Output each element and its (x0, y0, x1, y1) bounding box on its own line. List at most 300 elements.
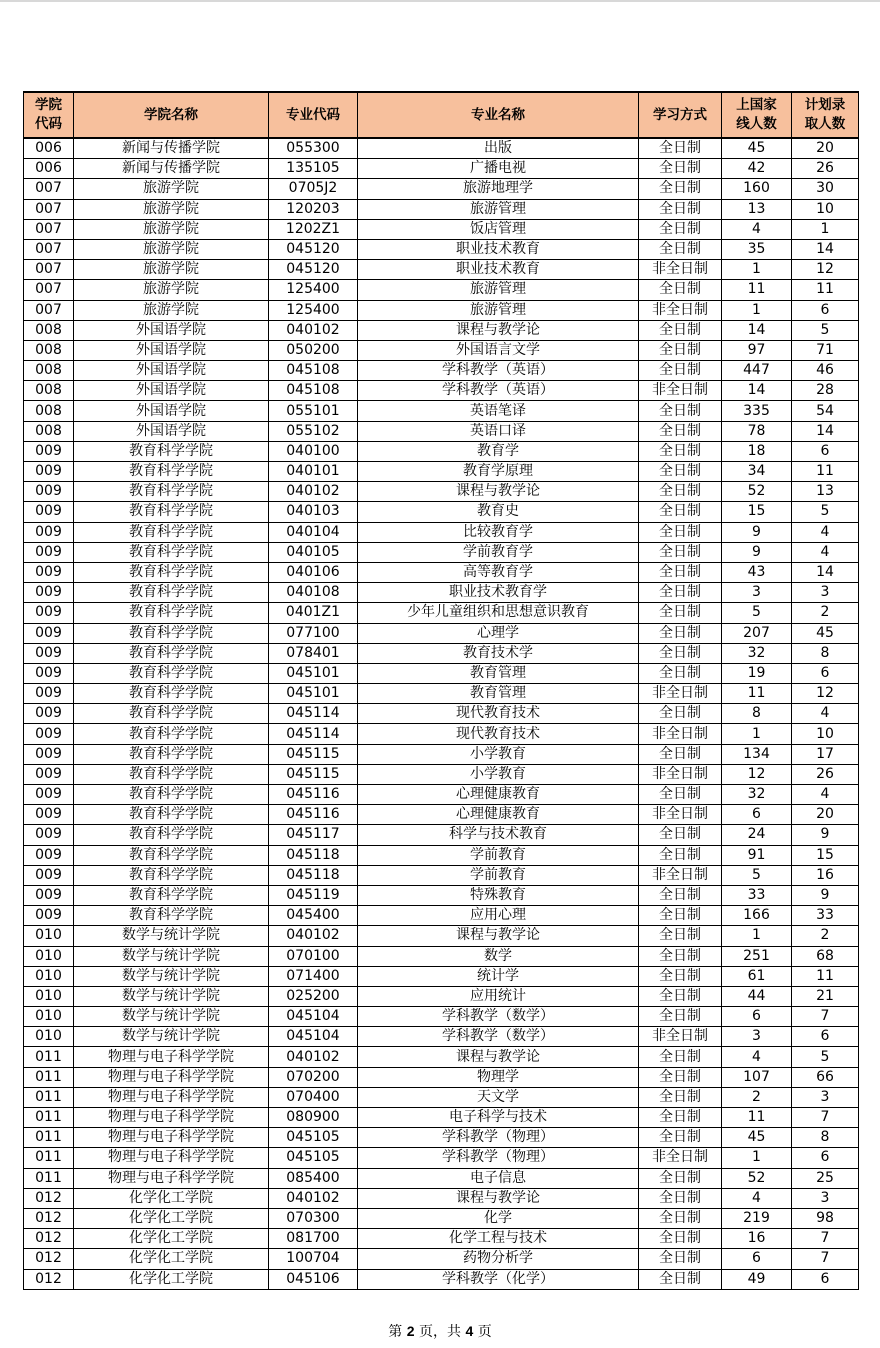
college-name-cell: 物理与电子科学学院 (74, 1047, 269, 1067)
planned-admission-cell: 5 (792, 320, 859, 340)
major-name-cell: 比较教育学 (358, 522, 639, 542)
above-line-count-cell: 44 (722, 986, 792, 1006)
college-name-cell: 教育科学学院 (74, 865, 269, 885)
above-line-count-cell: 6 (722, 805, 792, 825)
above-line-count-cell: 11 (722, 1108, 792, 1128)
major-name-cell: 英语笔译 (358, 401, 639, 421)
study-mode-cell: 非全日制 (639, 684, 722, 704)
study-mode-cell: 全日制 (639, 744, 722, 764)
planned-admission-cell: 10 (792, 724, 859, 744)
study-mode-cell: 全日制 (639, 1229, 722, 1249)
table-row (24, 1208, 859, 1228)
major-code-cell: 077100 (269, 623, 358, 643)
college-name-cell: 化学化工学院 (74, 1249, 269, 1269)
table-row (24, 885, 859, 905)
footer-page-number: 2 (406, 1323, 415, 1339)
study-mode-cell: 全日制 (639, 946, 722, 966)
study-mode-cell: 全日制 (639, 441, 722, 461)
college-name-cell: 物理与电子科学学院 (74, 1108, 269, 1128)
college-name-cell: 旅游学院 (74, 219, 269, 239)
above-line-count-cell: 160 (722, 179, 792, 199)
college-name-cell: 教育科学学院 (74, 764, 269, 784)
above-line-count-cell: 4 (722, 1047, 792, 1067)
above-line-count-cell: 5 (722, 603, 792, 623)
planned-admission-cell: 26 (792, 764, 859, 784)
study-mode-cell: 全日制 (639, 401, 722, 421)
table-row (24, 138, 859, 159)
table-row (24, 340, 859, 360)
above-line-count-cell: 52 (722, 1168, 792, 1188)
major-name-cell: 学科教学（数学） (358, 1027, 639, 1047)
college-code-cell: 007 (24, 219, 74, 239)
college-name-cell: 化学化工学院 (74, 1208, 269, 1228)
above-line-count-cell: 19 (722, 663, 792, 683)
major-code-cell: 040108 (269, 583, 358, 603)
college-code-cell: 007 (24, 260, 74, 280)
header-college-code: 学院代码 (24, 92, 74, 138)
table-row (24, 1229, 859, 1249)
major-name-cell: 电子信息 (358, 1168, 639, 1188)
college-code-cell: 008 (24, 401, 74, 421)
planned-admission-cell: 33 (792, 906, 859, 926)
major-name-cell: 小学教育 (358, 764, 639, 784)
college-code-cell: 012 (24, 1269, 74, 1289)
college-code-cell: 007 (24, 239, 74, 259)
planned-admission-cell: 54 (792, 401, 859, 421)
major-name-cell: 英语口译 (358, 421, 639, 441)
above-line-count-cell: 1 (722, 724, 792, 744)
planned-admission-cell: 12 (792, 684, 859, 704)
college-code-cell: 009 (24, 663, 74, 683)
college-name-cell: 教育科学学院 (74, 785, 269, 805)
college-code-cell: 007 (24, 199, 74, 219)
planned-admission-cell: 21 (792, 986, 859, 1006)
college-name-cell: 旅游学院 (74, 179, 269, 199)
college-code-cell: 010 (24, 1007, 74, 1027)
study-mode-cell: 全日制 (639, 926, 722, 946)
study-mode-cell: 全日制 (639, 885, 722, 905)
header-major-name: 专业名称 (358, 92, 639, 138)
major-code-cell: 0705J2 (269, 179, 358, 199)
college-name-cell: 教育科学学院 (74, 845, 269, 865)
above-line-count-cell: 447 (722, 361, 792, 381)
major-code-cell: 135105 (269, 159, 358, 179)
major-code-cell: 071400 (269, 966, 358, 986)
major-code-cell: 070300 (269, 1208, 358, 1228)
major-name-cell: 饭店管理 (358, 219, 639, 239)
college-name-cell: 数学与统计学院 (74, 1027, 269, 1047)
above-line-count-cell: 15 (722, 502, 792, 522)
major-code-cell: 040100 (269, 441, 358, 461)
above-line-count-cell: 32 (722, 785, 792, 805)
study-mode-cell: 全日制 (639, 966, 722, 986)
major-code-cell: 045115 (269, 764, 358, 784)
study-mode-cell: 全日制 (639, 704, 722, 724)
major-code-cell: 045101 (269, 684, 358, 704)
table-header-row (24, 92, 859, 138)
college-name-cell: 旅游学院 (74, 280, 269, 300)
table-row (24, 643, 859, 663)
major-code-cell: 055101 (269, 401, 358, 421)
above-line-count-cell: 2 (722, 1087, 792, 1107)
above-line-count-cell: 11 (722, 280, 792, 300)
study-mode-cell: 全日制 (639, 562, 722, 582)
college-name-cell: 教育科学学院 (74, 562, 269, 582)
major-name-cell: 少年儿童组织和思想意识教育 (358, 603, 639, 623)
college-code-cell: 011 (24, 1047, 74, 1067)
major-name-cell: 教育管理 (358, 684, 639, 704)
college-name-cell: 数学与统计学院 (74, 946, 269, 966)
college-name-cell: 教育科学学院 (74, 462, 269, 482)
above-line-count-cell: 12 (722, 764, 792, 784)
planned-admission-cell: 14 (792, 562, 859, 582)
study-mode-cell: 全日制 (639, 603, 722, 623)
page-top-edge (0, 0, 880, 2)
major-name-cell: 现代教育技术 (358, 704, 639, 724)
table-row (24, 280, 859, 300)
above-line-count-cell: 11 (722, 684, 792, 704)
major-name-cell: 学前教育 (358, 845, 639, 865)
table-row (24, 744, 859, 764)
above-line-count-cell: 32 (722, 643, 792, 663)
header-college-name: 学院名称 (74, 92, 269, 138)
major-code-cell: 040102 (269, 1188, 358, 1208)
major-name-cell: 学科教学（物理） (358, 1128, 639, 1148)
study-mode-cell: 全日制 (639, 986, 722, 1006)
planned-admission-cell: 26 (792, 159, 859, 179)
study-mode-cell: 全日制 (639, 623, 722, 643)
above-line-count-cell: 42 (722, 159, 792, 179)
table-row (24, 704, 859, 724)
major-code-cell: 045400 (269, 906, 358, 926)
college-code-cell: 009 (24, 684, 74, 704)
college-code-cell: 009 (24, 764, 74, 784)
major-name-cell: 统计学 (358, 966, 639, 986)
table-row (24, 562, 859, 582)
planned-admission-cell: 6 (792, 1148, 859, 1168)
college-code-cell: 008 (24, 340, 74, 360)
table-row (24, 1067, 859, 1087)
planned-admission-cell: 7 (792, 1007, 859, 1027)
college-code-cell: 009 (24, 441, 74, 461)
major-name-cell: 物理学 (358, 1067, 639, 1087)
college-name-cell: 教育科学学院 (74, 623, 269, 643)
above-line-count-cell: 1 (722, 260, 792, 280)
table-row (24, 462, 859, 482)
study-mode-cell: 全日制 (639, 1128, 722, 1148)
planned-admission-cell: 12 (792, 260, 859, 280)
planned-admission-cell: 6 (792, 663, 859, 683)
table-row (24, 583, 859, 603)
table-row (24, 825, 859, 845)
college-code-cell: 009 (24, 885, 74, 905)
college-code-cell: 009 (24, 825, 74, 845)
above-line-count-cell: 35 (722, 239, 792, 259)
college-name-cell: 教育科学学院 (74, 704, 269, 724)
college-name-cell: 外国语学院 (74, 381, 269, 401)
above-line-count-cell: 3 (722, 1027, 792, 1047)
major-code-cell: 045108 (269, 381, 358, 401)
above-line-count-cell: 207 (722, 623, 792, 643)
table-row (24, 845, 859, 865)
college-name-cell: 物理与电子科学学院 (74, 1168, 269, 1188)
footer-prefix: 第 (388, 1324, 407, 1340)
table-row (24, 1249, 859, 1269)
study-mode-cell: 全日制 (639, 906, 722, 926)
planned-admission-cell: 9 (792, 885, 859, 905)
planned-admission-cell: 25 (792, 1168, 859, 1188)
college-name-cell: 教育科学学院 (74, 522, 269, 542)
college-name-cell: 教育科学学院 (74, 885, 269, 905)
college-code-cell: 006 (24, 159, 74, 179)
college-code-cell: 007 (24, 300, 74, 320)
above-line-count-cell: 45 (722, 138, 792, 159)
study-mode-cell: 全日制 (639, 522, 722, 542)
college-code-cell: 010 (24, 1027, 74, 1047)
planned-admission-cell: 3 (792, 1188, 859, 1208)
major-name-cell: 课程与教学论 (358, 482, 639, 502)
above-line-count-cell: 251 (722, 946, 792, 966)
major-name-cell: 出版 (358, 138, 639, 159)
college-code-cell: 009 (24, 462, 74, 482)
planned-admission-cell: 45 (792, 623, 859, 643)
major-name-cell: 教育管理 (358, 663, 639, 683)
major-name-cell: 心理健康教育 (358, 785, 639, 805)
major-name-cell: 天文学 (358, 1087, 639, 1107)
college-code-cell: 009 (24, 542, 74, 562)
planned-admission-cell: 8 (792, 1128, 859, 1148)
above-line-count-cell: 61 (722, 966, 792, 986)
major-code-cell: 045104 (269, 1007, 358, 1027)
college-name-cell: 化学化工学院 (74, 1188, 269, 1208)
major-name-cell: 高等教育学 (358, 562, 639, 582)
college-code-cell: 010 (24, 946, 74, 966)
major-name-cell: 学科教学（化学） (358, 1269, 639, 1289)
major-code-cell: 040101 (269, 462, 358, 482)
college-code-cell: 012 (24, 1208, 74, 1228)
college-code-cell: 012 (24, 1249, 74, 1269)
college-code-cell: 006 (24, 138, 74, 159)
admissions-table (23, 91, 859, 1290)
college-code-cell: 011 (24, 1128, 74, 1148)
table-row (24, 785, 859, 805)
planned-admission-cell: 5 (792, 1047, 859, 1067)
major-code-cell: 040102 (269, 482, 358, 502)
college-code-cell: 009 (24, 603, 74, 623)
major-name-cell: 现代教育技术 (358, 724, 639, 744)
college-name-cell: 教育科学学院 (74, 906, 269, 926)
college-code-cell: 009 (24, 522, 74, 542)
college-code-cell: 011 (24, 1108, 74, 1128)
study-mode-cell: 全日制 (639, 179, 722, 199)
college-name-cell: 旅游学院 (74, 239, 269, 259)
table-row (24, 260, 859, 280)
college-name-cell: 教育科学学院 (74, 724, 269, 744)
college-name-cell: 教育科学学院 (74, 603, 269, 623)
college-code-cell: 010 (24, 926, 74, 946)
above-line-count-cell: 8 (722, 704, 792, 724)
major-code-cell: 025200 (269, 986, 358, 1006)
planned-admission-cell: 4 (792, 542, 859, 562)
major-code-cell: 045117 (269, 825, 358, 845)
study-mode-cell: 非全日制 (639, 1027, 722, 1047)
above-line-count-cell: 16 (722, 1229, 792, 1249)
study-mode-cell: 全日制 (639, 1007, 722, 1027)
planned-admission-cell: 2 (792, 603, 859, 623)
college-code-cell: 012 (24, 1188, 74, 1208)
table-row (24, 542, 859, 562)
planned-admission-cell: 4 (792, 522, 859, 542)
table-row (24, 986, 859, 1006)
above-line-count-cell: 91 (722, 845, 792, 865)
above-line-count-cell: 9 (722, 542, 792, 562)
above-line-count-cell: 219 (722, 1208, 792, 1228)
above-line-count-cell: 134 (722, 744, 792, 764)
major-code-cell: 045101 (269, 663, 358, 683)
planned-admission-cell: 11 (792, 462, 859, 482)
table-row (24, 179, 859, 199)
table-row (24, 219, 859, 239)
study-mode-cell: 非全日制 (639, 300, 722, 320)
table-row (24, 906, 859, 926)
college-name-cell: 教育科学学院 (74, 502, 269, 522)
college-name-cell: 物理与电子科学学院 (74, 1148, 269, 1168)
table-row (24, 1007, 859, 1027)
table-row (24, 805, 859, 825)
above-line-count-cell: 13 (722, 199, 792, 219)
study-mode-cell: 非全日制 (639, 1148, 722, 1168)
major-code-cell: 040104 (269, 522, 358, 542)
study-mode-cell: 全日制 (639, 159, 722, 179)
above-line-count-cell: 78 (722, 421, 792, 441)
planned-admission-cell: 6 (792, 300, 859, 320)
college-code-cell: 011 (24, 1148, 74, 1168)
major-code-cell: 045106 (269, 1269, 358, 1289)
planned-admission-cell: 20 (792, 805, 859, 825)
college-name-cell: 教育科学学院 (74, 441, 269, 461)
major-code-cell: 081700 (269, 1229, 358, 1249)
table-row (24, 401, 859, 421)
planned-admission-cell: 3 (792, 583, 859, 603)
college-name-cell: 旅游学院 (74, 300, 269, 320)
major-code-cell: 078401 (269, 643, 358, 663)
major-code-cell: 045118 (269, 865, 358, 885)
planned-admission-cell: 10 (792, 199, 859, 219)
table-row (24, 663, 859, 683)
planned-admission-cell: 20 (792, 138, 859, 159)
college-name-cell: 物理与电子科学学院 (74, 1087, 269, 1107)
college-name-cell: 外国语学院 (74, 340, 269, 360)
table-row (24, 199, 859, 219)
study-mode-cell: 全日制 (639, 825, 722, 845)
above-line-count-cell: 1 (722, 926, 792, 946)
major-code-cell: 125400 (269, 280, 358, 300)
planned-admission-cell: 9 (792, 825, 859, 845)
major-name-cell: 药物分析学 (358, 1249, 639, 1269)
table-row (24, 764, 859, 784)
college-code-cell: 008 (24, 320, 74, 340)
college-name-cell: 物理与电子科学学院 (74, 1067, 269, 1087)
study-mode-cell: 全日制 (639, 138, 722, 159)
table-row (24, 482, 859, 502)
major-name-cell: 电子科学与技术 (358, 1108, 639, 1128)
planned-admission-cell: 14 (792, 239, 859, 259)
major-name-cell: 学科教学（数学） (358, 1007, 639, 1027)
planned-admission-cell: 3 (792, 1087, 859, 1107)
major-code-cell: 045114 (269, 704, 358, 724)
planned-admission-cell: 6 (792, 1027, 859, 1047)
college-name-cell: 外国语学院 (74, 320, 269, 340)
planned-admission-cell: 8 (792, 643, 859, 663)
study-mode-cell: 全日制 (639, 1269, 722, 1289)
major-name-cell: 教育学 (358, 441, 639, 461)
footer-mid: 页，共 (414, 1324, 466, 1340)
above-line-count-cell: 107 (722, 1067, 792, 1087)
major-name-cell: 课程与教学论 (358, 1188, 639, 1208)
study-mode-cell: 全日制 (639, 542, 722, 562)
college-code-cell: 007 (24, 280, 74, 300)
college-code-cell: 009 (24, 865, 74, 885)
study-mode-cell: 全日制 (639, 502, 722, 522)
planned-admission-cell: 2 (792, 926, 859, 946)
study-mode-cell: 全日制 (639, 663, 722, 683)
college-code-cell: 009 (24, 704, 74, 724)
table-row (24, 1168, 859, 1188)
study-mode-cell: 非全日制 (639, 260, 722, 280)
major-name-cell: 课程与教学论 (358, 320, 639, 340)
college-code-cell: 010 (24, 966, 74, 986)
major-name-cell: 科学与技术教育 (358, 825, 639, 845)
major-name-cell: 旅游管理 (358, 199, 639, 219)
college-code-cell: 009 (24, 906, 74, 926)
major-code-cell: 055102 (269, 421, 358, 441)
study-mode-cell: 全日制 (639, 1067, 722, 1087)
study-mode-cell: 全日制 (639, 239, 722, 259)
above-line-count-cell: 24 (722, 825, 792, 845)
college-code-cell: 011 (24, 1168, 74, 1188)
above-line-count-cell: 3 (722, 583, 792, 603)
major-name-cell: 教育技术学 (358, 643, 639, 663)
study-mode-cell: 全日制 (639, 320, 722, 340)
table-row (24, 1269, 859, 1289)
planned-admission-cell: 7 (792, 1249, 859, 1269)
table-row (24, 724, 859, 744)
above-line-count-cell: 49 (722, 1269, 792, 1289)
college-name-cell: 教育科学学院 (74, 542, 269, 562)
table-row (24, 603, 859, 623)
college-code-cell: 009 (24, 562, 74, 582)
major-name-cell: 职业技术教育 (358, 239, 639, 259)
college-name-cell: 数学与统计学院 (74, 986, 269, 1006)
header-study-mode: 学习方式 (639, 92, 722, 138)
college-code-cell: 011 (24, 1067, 74, 1087)
major-name-cell: 化学工程与技术 (358, 1229, 639, 1249)
college-name-cell: 教育科学学院 (74, 643, 269, 663)
planned-admission-cell: 5 (792, 502, 859, 522)
college-code-cell: 009 (24, 502, 74, 522)
table-row (24, 926, 859, 946)
college-name-cell: 物理与电子科学学院 (74, 1128, 269, 1148)
college-code-cell: 009 (24, 583, 74, 603)
above-line-count-cell: 166 (722, 906, 792, 926)
above-line-count-cell: 97 (722, 340, 792, 360)
college-name-cell: 教育科学学院 (74, 583, 269, 603)
planned-admission-cell: 15 (792, 845, 859, 865)
table-row (24, 1188, 859, 1208)
table-row (24, 239, 859, 259)
major-code-cell: 040102 (269, 320, 358, 340)
study-mode-cell: 非全日制 (639, 381, 722, 401)
